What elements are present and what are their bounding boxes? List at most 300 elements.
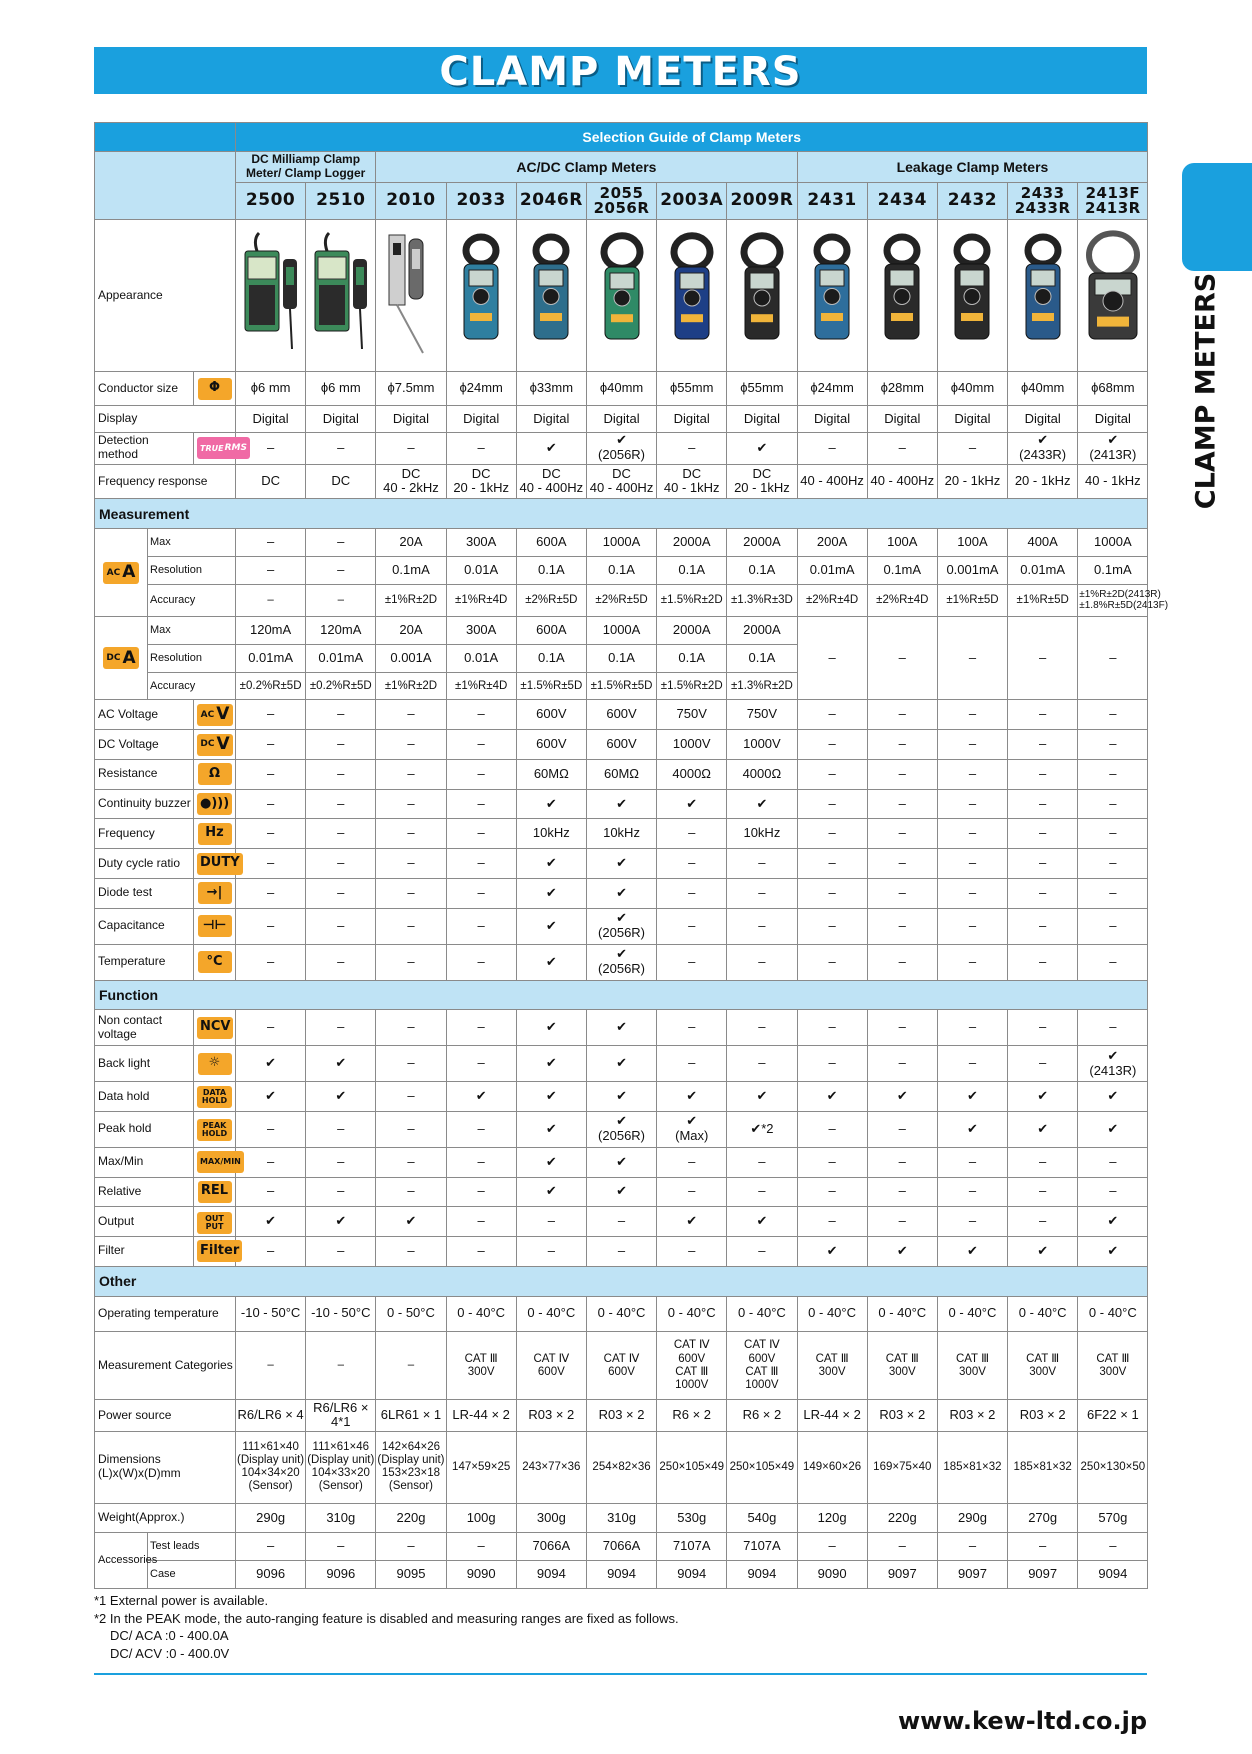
op_temp-cell: 0 - 40°C [867, 1296, 937, 1332]
continuity-cell: – [1008, 789, 1078, 819]
datahold-cell: ✔ [867, 1082, 937, 1112]
ac_voltage-cell: – [306, 700, 376, 730]
continuity-cell: – [236, 789, 306, 819]
meter-photo-cell [376, 220, 446, 372]
footnote-1: *1 External power is available. [94, 1593, 269, 1608]
group-dc-milliamp: DC Milliamp Clamp Meter/ Clamp Logger [236, 151, 376, 182]
aca_acc-cell: ±2%R±5D [586, 584, 656, 617]
dc_voltage-cell: – [797, 730, 867, 760]
testleads-cell: – [797, 1533, 867, 1561]
temperature-cell: – [727, 944, 797, 980]
output-cell: – [586, 1207, 656, 1237]
ac-voltage-icon-prefix: AC [200, 709, 215, 720]
weight-cell: 530g [657, 1503, 727, 1533]
display-cell: Digital [937, 406, 1007, 433]
side-tab-label: CLAMP METERS [1190, 272, 1222, 509]
resistance-cell: – [797, 759, 867, 789]
filter-icon: Filter [197, 1240, 242, 1262]
phi-icon: Φ [198, 378, 232, 400]
frequency-cell: – [1078, 819, 1148, 849]
detection-cell: – [937, 432, 1007, 464]
frequency_response-row [95, 464, 1148, 499]
resistance-cell: – [306, 759, 376, 789]
duty-cell: ✔ [516, 849, 586, 879]
clamp-meter-icon [800, 229, 864, 359]
meter-photo-cell [937, 220, 1007, 372]
model-name[interactable]: 2431 [797, 182, 867, 220]
dc_voltage-icon-cell [194, 730, 236, 760]
dc-voltage-icon [197, 734, 233, 756]
continuity-cell: – [937, 789, 1007, 819]
maxmin-cell: – [797, 1147, 867, 1177]
ac_voltage-row [95, 700, 1148, 730]
resistance-cell: – [1078, 759, 1148, 789]
case-cell: 9090 [446, 1561, 516, 1589]
backlight-cell: – [376, 1046, 446, 1082]
duty-icon-cell [194, 849, 240, 879]
ac_voltage-icon-cell [194, 700, 236, 730]
meter-photo-cell [1008, 220, 1078, 372]
resistance-cell: – [376, 759, 446, 789]
datahold-cell: ✔ [727, 1082, 797, 1112]
output-cell: – [1008, 1207, 1078, 1237]
aca_res-cell: 0.01mA [1008, 556, 1078, 584]
aca_max-cell: 2000A [657, 529, 727, 557]
frequency-cell: 10kHz [727, 819, 797, 849]
aca_max-cell: 2000A [727, 529, 797, 557]
relative-cell: – [236, 1177, 306, 1207]
conductor-cell: ϕ24mm [446, 372, 516, 406]
resistance-cell: 4000Ω [657, 759, 727, 789]
power-cell: R03 × 2 [586, 1400, 656, 1432]
aca_res-row [95, 556, 1148, 584]
ncv-cell: – [446, 1010, 516, 1046]
clamp-meter-icon [1011, 229, 1075, 359]
aca_acc-cell: ±2%R±4D [797, 584, 867, 617]
buzzer-icon: ●))) [197, 793, 232, 815]
case-cell: 9090 [797, 1561, 867, 1589]
dca_acc-cell: ±1%R±4D [446, 672, 516, 700]
testleads-cell: – [446, 1533, 516, 1561]
diode-icon: →| [198, 882, 232, 904]
weight-row [95, 1503, 1148, 1533]
guide-title: Selection Guide of Clamp Meters [236, 123, 1148, 152]
peakhold-cell: – [867, 1111, 937, 1147]
meas_cat-cell: CAT Ⅲ 300V [797, 1332, 867, 1400]
dca_acc-cell: ±0.2%R±5D [306, 672, 376, 700]
dca_max-cell: 2000A [657, 617, 727, 645]
display-cell: Digital [376, 406, 446, 433]
peakhold-cell: – [306, 1111, 376, 1147]
backlight-cell: ✔ [586, 1046, 656, 1082]
aca_acc-label: Accuracy [148, 584, 236, 617]
display-cell: Digital [306, 406, 376, 433]
continuity-cell: – [446, 789, 516, 819]
hz-icon: Hz [198, 823, 232, 845]
maxmin-cell: ✔ [516, 1147, 586, 1177]
diode-cell: – [1078, 878, 1148, 908]
aca_max-cell: 300A [446, 529, 516, 557]
frequency-cell: – [867, 819, 937, 849]
ac_voltage-cell: – [797, 700, 867, 730]
meas_cat-cell: CAT Ⅳ 600V [586, 1332, 656, 1400]
maxmin-label: Max/Min [95, 1147, 194, 1177]
diode-cell: – [867, 878, 937, 908]
conductor-cell: ϕ24mm [797, 372, 867, 406]
duty-row [95, 849, 1148, 879]
model-name[interactable]: 2413F 2413R [1078, 182, 1148, 220]
conductor-cell: ϕ55mm [727, 372, 797, 406]
capacitance-cell: – [1008, 908, 1078, 944]
guide-title-row [95, 123, 1148, 152]
model-name[interactable]: 2434 [867, 182, 937, 220]
temperature-cell: – [236, 944, 306, 980]
relative-cell: – [306, 1177, 376, 1207]
website-url[interactable]: www.kew-ltd.co.jp [897, 1707, 1147, 1735]
meas_cat-cell: – [306, 1332, 376, 1400]
aca_max-label: Max [148, 529, 236, 557]
duty-cell: – [797, 849, 867, 879]
filter-row [95, 1237, 1148, 1267]
temperature-cell: – [1078, 944, 1148, 980]
conductor-cell: ϕ7.5mm [376, 372, 446, 406]
dca_acc-cell: ±1.5%R±2D [657, 672, 727, 700]
aca_acc-cell: ±1%R±2D [376, 584, 446, 617]
model-name[interactable]: 2033 [446, 182, 516, 220]
meter-photo-cell [1078, 220, 1148, 372]
weight-cell: 290g [236, 1503, 306, 1533]
meas_cat-cell: CAT Ⅲ 300V [1008, 1332, 1078, 1400]
detection-cell: ✔ (2056R) [586, 432, 656, 464]
capacitance-cell: – [376, 908, 446, 944]
bottom-rule [94, 1673, 1147, 1675]
detection-cell: – [376, 432, 446, 464]
filter-cell: ✔ [797, 1237, 867, 1267]
other-section [95, 1266, 1148, 1296]
relative-cell: – [937, 1177, 1007, 1207]
footnote-2: *2 In the PEAK mode, the auto-ranging feature is disabled and measuring ranges are fixed as follows. [94, 1610, 679, 1626]
resistance-cell: 4000Ω [727, 759, 797, 789]
group-row [95, 151, 1148, 182]
ac_voltage-cell: 750V [657, 700, 727, 730]
temperature-cell: – [446, 944, 516, 980]
aca_acc-cell: ±1%R±5D [937, 584, 1007, 617]
ncv-cell: – [727, 1010, 797, 1046]
capacitance-cell: ✔ (2056R) [586, 908, 656, 944]
meas_cat-cell: CAT Ⅲ 300V [1078, 1332, 1148, 1400]
aca_res-cell: 0.1mA [1078, 556, 1148, 584]
model-corner [95, 151, 236, 220]
op_temp-cell: 0 - 40°C [1078, 1296, 1148, 1332]
dc-voltage-icon-letter: V [216, 733, 230, 754]
aca_acc-cell: ±1.5%R±2D [657, 584, 727, 617]
detection-cell: ✔ [727, 432, 797, 464]
power-cell: LR-44 × 2 [446, 1400, 516, 1432]
aca_max-cell: 1000A [1078, 529, 1148, 557]
dca_max-label: Max [148, 617, 236, 645]
meter-photo-cell [727, 220, 797, 372]
detection-cell: – [306, 432, 376, 464]
relative-cell: – [1008, 1177, 1078, 1207]
dca_res-cell: 0.01mA [236, 645, 306, 673]
power-cell: R03 × 2 [937, 1400, 1007, 1432]
backlight-cell: – [657, 1046, 727, 1082]
appearance-row [95, 220, 1148, 372]
model-name[interactable]: 2500 [236, 182, 306, 220]
resistance-cell: – [446, 759, 516, 789]
frequency-cell: – [376, 819, 446, 849]
filter-cell: ✔ [1078, 1237, 1148, 1267]
diode-cell: – [657, 878, 727, 908]
model-name[interactable]: 2009R [727, 182, 797, 220]
resistance-cell: – [236, 759, 306, 789]
testleads-cell: 7107A [727, 1533, 797, 1561]
backlight-cell: ✔ [306, 1046, 376, 1082]
relative-row [95, 1177, 1148, 1207]
case-cell: 9097 [937, 1561, 1007, 1589]
weight-label: Weight(Approx.) [95, 1503, 236, 1533]
capacitance-row [95, 908, 1148, 944]
relative-cell: ✔ [516, 1177, 586, 1207]
clamp-meter-icon [239, 229, 303, 359]
backlight-cell: – [1008, 1046, 1078, 1082]
output-cell: – [516, 1207, 586, 1237]
true-rms-text: RMS [224, 442, 247, 453]
model-name[interactable]: 2432 [937, 182, 1007, 220]
dca_acc-cell: ±1%R±2D [376, 672, 446, 700]
op_temp-cell: 0 - 40°C [937, 1296, 1007, 1332]
dimensions-cell: 254×82×36 [586, 1431, 656, 1503]
ncv-cell: – [306, 1010, 376, 1046]
rel-icon: REL [198, 1181, 232, 1203]
output-cell: – [797, 1207, 867, 1237]
frequency-cell: – [657, 819, 727, 849]
model-name[interactable]: 2010 [376, 182, 446, 220]
dimensions-row [95, 1431, 1148, 1503]
op_temp-cell: 0 - 40°C [516, 1296, 586, 1332]
detection-cell: ✔ (2433R) [1008, 432, 1078, 464]
testleads-label: Test leads [148, 1533, 236, 1561]
dca-leak-cell: – [797, 617, 867, 700]
datahold-cell: ✔ [1078, 1082, 1148, 1112]
aca_res-cell: 0.1A [586, 556, 656, 584]
case-cell: 9094 [1078, 1561, 1148, 1589]
testleads-cell: – [867, 1533, 937, 1561]
dca-leak-cell: – [937, 617, 1007, 700]
op_temp-cell: 0 - 40°C [446, 1296, 516, 1332]
dc_voltage-label: DC Voltage [95, 730, 194, 760]
aca_res-cell: – [306, 556, 376, 584]
meter-photo-cell [797, 220, 867, 372]
maxmin-cell: – [727, 1147, 797, 1177]
peak-hold-icon: PEAK HOLD [197, 1119, 232, 1141]
duty-cell: – [657, 849, 727, 879]
ac-prefix: AC [106, 567, 121, 578]
capacitance-cell: – [937, 908, 1007, 944]
datahold-cell: ✔ [446, 1082, 516, 1112]
conductor-cell: ϕ6 mm [236, 372, 306, 406]
duty-cell: ✔ [586, 849, 656, 879]
continuity-cell: – [306, 789, 376, 819]
model-name[interactable]: 2510 [306, 182, 376, 220]
detection-cell: – [797, 432, 867, 464]
meas_cat-cell: CAT Ⅳ 600V CAT Ⅲ 1000V [727, 1332, 797, 1400]
case-cell: 9097 [1008, 1561, 1078, 1589]
capacitance-icon-cell [194, 908, 236, 944]
dca_max-cell: 20A [376, 617, 446, 645]
frequency_response-cell: DC 40 - 400Hz [516, 464, 586, 499]
ncv-cell: – [867, 1010, 937, 1046]
dc-ampere-icon [103, 647, 139, 669]
meas_cat-row [95, 1332, 1148, 1400]
resistance-cell: – [937, 759, 1007, 789]
dimensions-label: Dimensions (L)x(W)x(D)mm [95, 1431, 236, 1503]
dimensions-cell: 185×81×32 [937, 1431, 1007, 1503]
detection-cell: – [867, 432, 937, 464]
frequency_response-cell: 40 - 1kHz [1078, 464, 1148, 499]
dimensions-cell: 111×61×40 (Display unit) 104×34×20 (Sensor) [236, 1431, 306, 1503]
continuity-cell: ✔ [586, 789, 656, 819]
clamp-meter-icon [449, 229, 513, 359]
dca-leak-cell: – [1008, 617, 1078, 700]
dca_max-cell: 600A [516, 617, 586, 645]
continuity-cell: ✔ [657, 789, 727, 819]
display-cell: Digital [727, 406, 797, 433]
filter-icon-cell [194, 1237, 240, 1267]
clamp-meter-icon [660, 229, 724, 359]
conductor-label: Conductor size [95, 372, 194, 406]
peakhold-cell: – [797, 1111, 867, 1147]
testleads-cell: – [306, 1533, 376, 1561]
ac_voltage-label: AC Voltage [95, 700, 194, 730]
ac_voltage-cell: – [867, 700, 937, 730]
dimensions-cell: 250×105×49 [657, 1431, 727, 1503]
conductor-cell: ϕ40mm [586, 372, 656, 406]
duty-icon: DUTY [197, 853, 243, 875]
model-name[interactable]: 2433 2433R [1008, 182, 1078, 220]
conductor-cell: ϕ55mm [657, 372, 727, 406]
ncv-cell: – [657, 1010, 727, 1046]
peakhold-cell: ✔ (2056R) [586, 1111, 656, 1147]
dca_max-row [95, 617, 1148, 645]
duty-cell: – [1078, 849, 1148, 879]
testleads-cell: – [376, 1533, 446, 1561]
maxmin-cell: – [236, 1147, 306, 1177]
duty-cell: – [867, 849, 937, 879]
duty-cell: – [727, 849, 797, 879]
dca-leak-cell: – [1078, 617, 1148, 700]
frequency_response-cell: 40 - 400Hz [867, 464, 937, 499]
dimensions-cell: 169×75×40 [867, 1431, 937, 1503]
aca_acc-cell: ±2%R±4D [867, 584, 937, 617]
temperature-cell: – [937, 944, 1007, 980]
clamp-meter-icon [590, 229, 654, 359]
frequency-icon-cell [194, 819, 236, 849]
frequency_response-cell: DC [306, 464, 376, 499]
temperature-cell: – [657, 944, 727, 980]
frequency-cell: – [1008, 819, 1078, 849]
ac_voltage-cell: – [446, 700, 516, 730]
aca_acc-cell: ±1%R±4D [446, 584, 516, 617]
backlight-cell: ✔ [516, 1046, 586, 1082]
maxmin-icon-cell [194, 1147, 241, 1177]
relative-cell: – [376, 1177, 446, 1207]
duty-cell: – [446, 849, 516, 879]
diode-cell: – [236, 878, 306, 908]
ac_voltage-cell: – [937, 700, 1007, 730]
true-rms-icon [197, 437, 250, 459]
op_temp-row [95, 1296, 1148, 1332]
dc_voltage-cell: – [376, 730, 446, 760]
other-section-header: Other [95, 1266, 1148, 1296]
aca_max-cell: 100A [867, 529, 937, 557]
backlight-row [95, 1046, 1148, 1082]
meter-photo-cell [306, 220, 376, 372]
power-cell: R6/LR6 × 4 [236, 1400, 306, 1432]
meter-photo-cell [586, 220, 656, 372]
power-cell: R6 × 2 [727, 1400, 797, 1432]
dca_res-cell: 0.001A [376, 645, 446, 673]
ac-ampere-icon [103, 562, 139, 584]
dc_voltage-cell: – [867, 730, 937, 760]
output-cell: ✔ [376, 1207, 446, 1237]
frequency_response-cell: DC 40 - 1kHz [657, 464, 727, 499]
ac_voltage-cell: 750V [727, 700, 797, 730]
filter-cell: – [446, 1237, 516, 1267]
conductor-cell: ϕ40mm [937, 372, 1007, 406]
aca_res-cell: 0.1A [727, 556, 797, 584]
filter-cell: – [727, 1237, 797, 1267]
meter-photo-cell [867, 220, 937, 372]
ac_voltage-cell: 600V [586, 700, 656, 730]
dca_acc-cell: ±1.5%R±5D [586, 672, 656, 700]
ncv-cell: – [937, 1010, 1007, 1046]
ac-voltage-icon-letter: V [216, 704, 230, 725]
aca_res-cell: 0.1mA [376, 556, 446, 584]
dc_voltage-cell: – [937, 730, 1007, 760]
output-cell: ✔ [1078, 1207, 1148, 1237]
meas_cat-cell: CAT Ⅳ 600V [516, 1332, 586, 1400]
display-cell: Digital [867, 406, 937, 433]
output-cell: – [937, 1207, 1007, 1237]
dimensions-cell: 250×105×49 [727, 1431, 797, 1503]
page-title: CLAMP METERS [439, 49, 802, 95]
filter-cell: – [586, 1237, 656, 1267]
case-cell: 9096 [236, 1561, 306, 1589]
output-label: Output [95, 1207, 194, 1237]
ncv-icon-cell [194, 1010, 236, 1046]
side-tab[interactable] [1182, 163, 1252, 271]
dimensions-cell: 243×77×36 [516, 1431, 586, 1503]
aca_max-cell: 100A [937, 529, 1007, 557]
case-label: Case [148, 1561, 236, 1589]
celsius-icon: °C [198, 951, 232, 973]
model-name[interactable]: 2046R [516, 182, 586, 220]
temperature-label: Temperature [95, 944, 194, 980]
relative-cell: ✔ [586, 1177, 656, 1207]
dc_voltage-cell: 600V [586, 730, 656, 760]
clamp-meter-icon [519, 229, 583, 359]
ampere-letter: A [122, 647, 136, 668]
ncv-cell: ✔ [586, 1010, 656, 1046]
model-name[interactable]: 2055 2056R [586, 182, 656, 220]
output-row [95, 1207, 1148, 1237]
continuity-cell: – [1078, 789, 1148, 819]
aca_max-cell: – [306, 529, 376, 557]
function-section-header: Function [95, 980, 1148, 1010]
frequency-cell: – [797, 819, 867, 849]
model-name[interactable]: 2003A [657, 182, 727, 220]
